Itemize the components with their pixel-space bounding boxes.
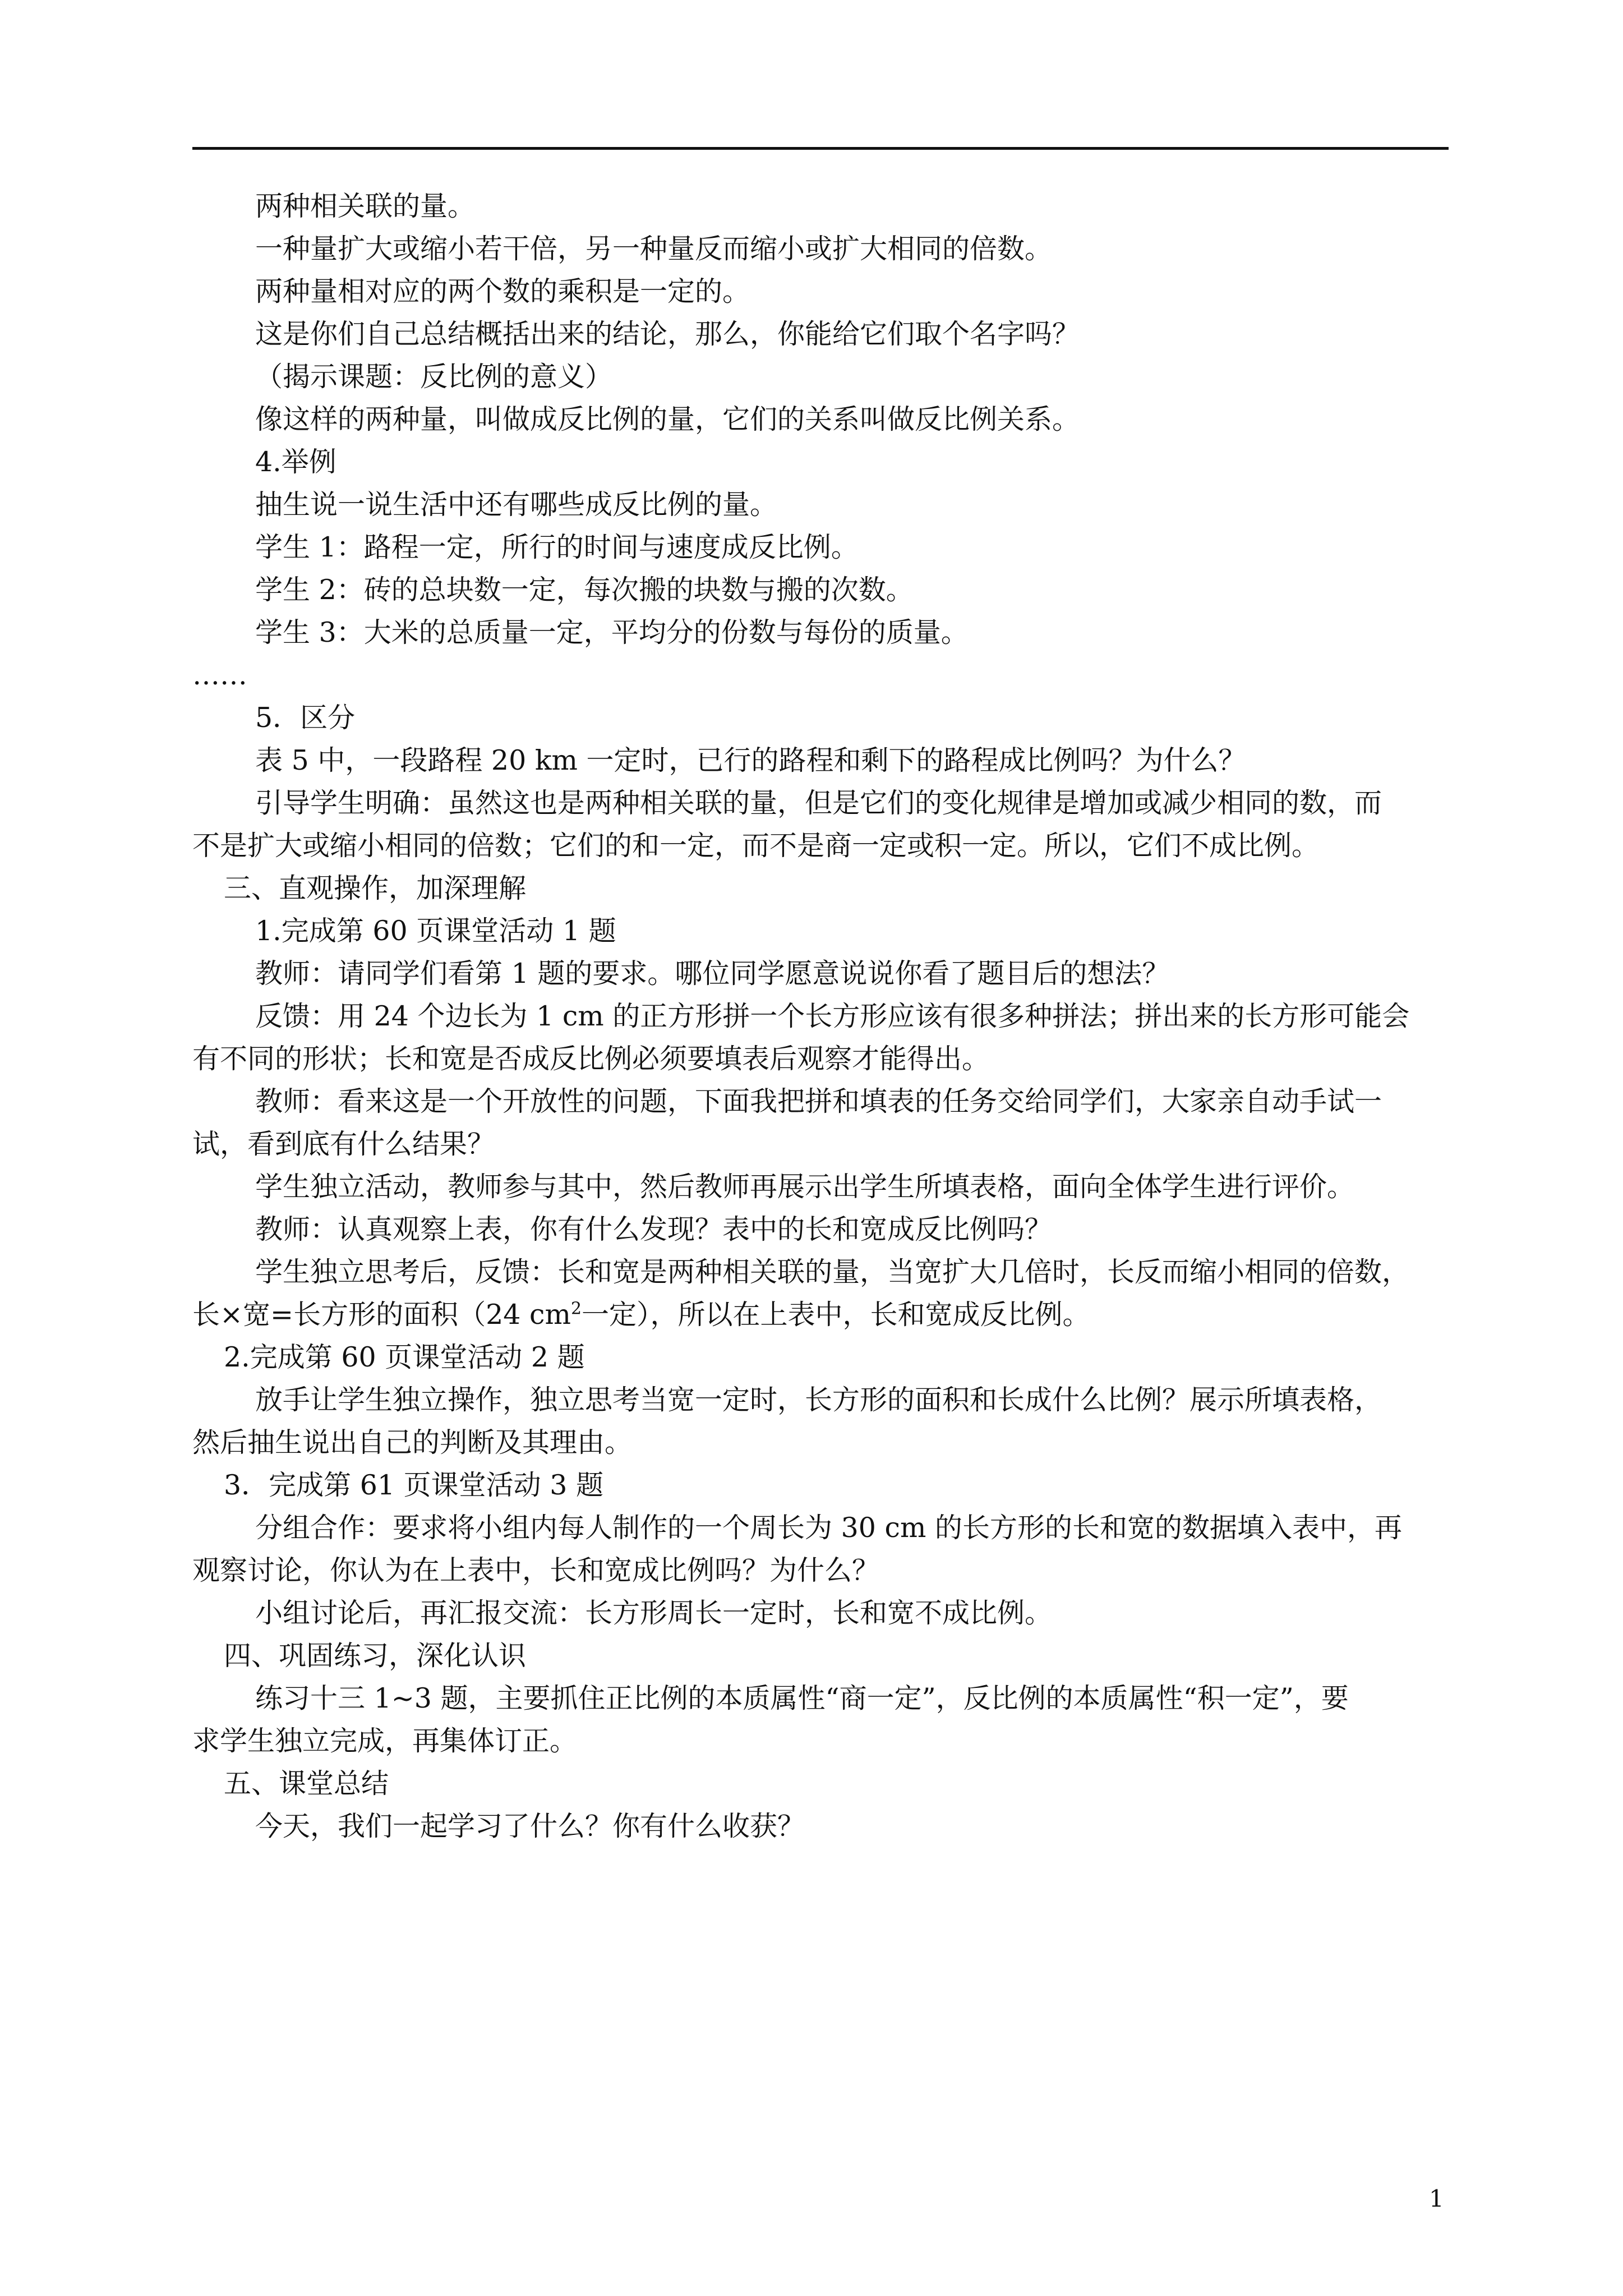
text-line	[192, 739, 1449, 782]
text-line-content: 有不同的形状；长和宽是否成反比例必须要填表后观察才能得出。	[192, 1043, 990, 1075]
text-line-content: 教师：请同学们看第 1 题的要求。哪位同学愿意说说你看了题目后的想法？	[255, 958, 1170, 990]
text-line-content: 学生独立思考后，反馈：长和宽是两种相关联的量，当宽扩大几倍时，长反而缩小相同的倍数，	[255, 1256, 1410, 1288]
text-line-content: 学生 1：路程一定，所行的时间与速度成反比例。	[255, 531, 859, 563]
text-line	[192, 1763, 1449, 1805]
text-line-content: 三、直观操作，加深理解	[224, 872, 527, 904]
text-line-content: 小组讨论后，再汇报交流：长方形周长一定时，长和宽不成比例。	[255, 1597, 1053, 1629]
text-line	[192, 1080, 1449, 1123]
page-number: 1	[1429, 2185, 1444, 2212]
document-body	[192, 185, 1449, 1848]
text-line-content: 求学生独立完成，再集体订正。	[192, 1725, 578, 1757]
text-line	[192, 867, 1449, 910]
text-line-content: 然后抽生说出自己的判断及其理由。	[192, 1427, 633, 1458]
text-line	[192, 1294, 1449, 1336]
text-line	[192, 484, 1449, 526]
text-line	[192, 526, 1449, 569]
text-line	[192, 1507, 1449, 1549]
text-line	[192, 1421, 1449, 1464]
text-line-content: 长×宽=长方形的面积（24 cm	[192, 1299, 571, 1331]
text-line-content: 分组合作：要求将小组内每人制作的一个周长为 30 cm 的长方形的长和宽的数据填入表中，再	[255, 1512, 1402, 1544]
text-line-content: 表 5 中，一段路程 20 km 一定时，已行的路程和剩下的路程成比例吗？为什么？	[255, 744, 1246, 776]
text-line-content: 抽生说一说生活中还有哪些成反比例的量。	[255, 489, 778, 521]
text-line	[192, 953, 1449, 995]
text-line-continuation: 一定），所以在上表中，长和宽成反比例。	[582, 1299, 1090, 1331]
text-line-content: 学生独立活动，教师参与其中，然后教师再展示出学生所填表格，面向全体学生进行评价。	[255, 1171, 1355, 1203]
text-line	[192, 270, 1449, 313]
text-line	[192, 441, 1449, 484]
text-line-content: 练习十三 1~3 题，主要抓住正比例的本质属性“商一定”，反比例的本质属性“积一定”，要	[255, 1682, 1349, 1714]
text-line-content: 引导学生明确：虽然这也是两种相关联的量，但是它们的变化规律是增加或减少相同的数，而	[255, 787, 1382, 819]
text-line-content: ……	[192, 659, 247, 691]
text-line-content: 两种相关联的量。	[255, 190, 476, 222]
text-line-content: 反馈：用 24 个边长为 1 cm 的正方形拼一个长方形应该有很多种拼法；拼出来的长方形可能会	[255, 1000, 1410, 1032]
text-line-content: 今天，我们一起学习了什么？你有什么收获？	[255, 1810, 805, 1842]
text-line	[192, 1464, 1449, 1507]
text-line	[192, 611, 1449, 654]
text-line	[192, 1635, 1449, 1677]
text-line-content: 1.完成第 60 页课堂活动 1 题	[255, 915, 616, 947]
text-line	[192, 825, 1449, 867]
text-line	[192, 185, 1449, 228]
text-line	[192, 910, 1449, 953]
text-line-content: 放手让学生独立操作，独立思考当宽一定时，长方形的面积和长成什么比例？展示所填表格，	[255, 1384, 1382, 1416]
text-line	[192, 1336, 1449, 1379]
text-line-content: 2.完成第 60 页课堂活动 2 题	[224, 1341, 585, 1373]
text-line	[192, 1208, 1449, 1251]
text-line-content: 四、巩固练习，深化认识	[224, 1640, 527, 1672]
text-line	[192, 228, 1449, 270]
text-line-content: （揭示课题：反比例的意义）	[255, 361, 613, 393]
text-line	[192, 569, 1449, 611]
text-line	[192, 398, 1449, 441]
text-line	[192, 782, 1449, 825]
text-line-content: 一种量扩大或缩小若干倍，另一种量反而缩小或扩大相同的倍数。	[255, 233, 1053, 265]
header-rule	[192, 147, 1449, 150]
text-line	[192, 1549, 1449, 1592]
text-line-content: 学生 2：砖的总块数一定，每次搬的块数与搬的次数。	[255, 574, 914, 606]
text-line	[192, 1038, 1449, 1080]
text-line-content: 3．完成第 61 页课堂活动 3 题	[224, 1469, 604, 1501]
text-line	[192, 1166, 1449, 1208]
text-line	[192, 1720, 1449, 1763]
text-line	[192, 995, 1449, 1038]
superscript: 2	[570, 1299, 582, 1319]
text-line	[192, 1123, 1449, 1166]
text-line-content: 教师：认真观察上表，你有什么发现？表中的长和宽成反比例吗？	[255, 1213, 1053, 1245]
text-line-content: 五、课堂总结	[224, 1768, 389, 1800]
text-line	[192, 1592, 1449, 1635]
text-line	[192, 654, 1449, 697]
text-line	[192, 1677, 1449, 1720]
text-line	[192, 356, 1449, 398]
text-line	[192, 313, 1449, 356]
text-line-content: 4.举例	[255, 446, 336, 478]
text-line	[192, 1379, 1449, 1421]
text-line-content: 不是扩大或缩小相同的倍数；它们的和一定，而不是商一定或积一定。所以，它们不成比例。	[192, 830, 1320, 862]
text-line	[192, 1805, 1449, 1848]
text-line-content: 像这样的两种量，叫做成反比例的量，它们的关系叫做反比例关系。	[255, 403, 1080, 435]
text-line-content: 试，看到底有什么结果？	[192, 1128, 495, 1160]
text-line-content: 两种量相对应的两个数的乘积是一定的。	[255, 275, 750, 307]
text-line-content: 学生 3：大米的总质量一定，平均分的份数与每份的质量。	[255, 616, 969, 648]
text-line	[192, 697, 1449, 739]
text-line-content: 观察讨论，你认为在上表中，长和宽成比例吗？为什么？	[192, 1554, 880, 1586]
text-line-content: 5．区分	[255, 702, 356, 734]
text-line-content: 教师：看来这是一个开放性的问题，下面我把拼和填表的任务交给同学们，大家亲自动手试一	[255, 1085, 1382, 1117]
text-line	[192, 1251, 1449, 1294]
text-line-content: 这是你们自己总结概括出来的结论，那么，你能给它们取个名字吗？	[255, 318, 1080, 350]
